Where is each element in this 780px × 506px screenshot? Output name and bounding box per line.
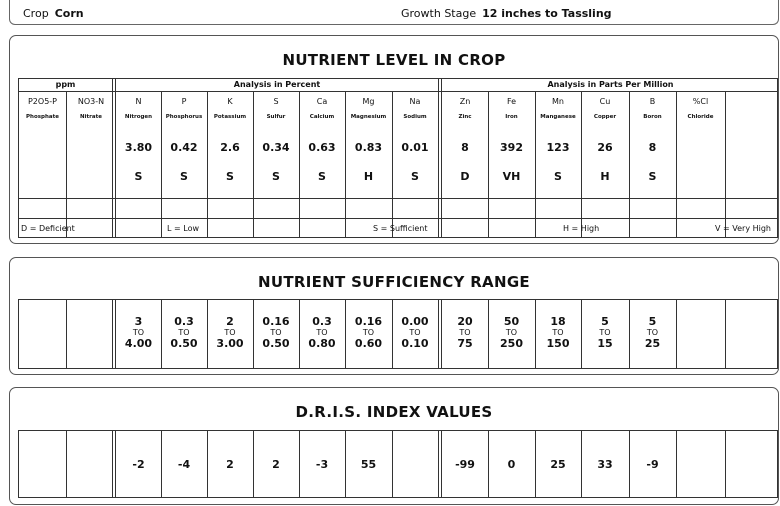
dris-index-value: 25 bbox=[550, 458, 566, 471]
nutrient-rating: S bbox=[272, 170, 280, 183]
nutrient-name: Boron bbox=[643, 114, 662, 120]
sufficiency-range bbox=[207, 316, 253, 350]
nutrient-level-panel bbox=[9, 35, 779, 244]
nutrient-name: Chloride bbox=[687, 114, 714, 120]
dris-index-value: -9 bbox=[646, 458, 659, 471]
range-low: 3 bbox=[134, 315, 143, 328]
range-high: 75 bbox=[457, 337, 473, 350]
nutrient-symbol: P2O5-P bbox=[27, 97, 57, 106]
nutrient-value: 0.01 bbox=[401, 141, 429, 154]
dris-index-value: -2 bbox=[132, 458, 145, 471]
sufficiency-range bbox=[253, 316, 299, 350]
nutrient-value: 123 bbox=[546, 141, 570, 154]
range-to-label: TO bbox=[505, 328, 518, 337]
legend-item: L = Low bbox=[167, 224, 199, 233]
dris-panel bbox=[9, 387, 779, 505]
nutrient-symbol: NO3-N bbox=[77, 97, 105, 106]
nutrient-rating: S bbox=[134, 170, 143, 183]
nutrient-symbol: %Cl bbox=[692, 97, 709, 106]
column-divider bbox=[676, 91, 677, 237]
range-to-label: TO bbox=[646, 328, 659, 337]
crop-info-bar bbox=[9, 0, 779, 25]
nutrient-name: Magnesium bbox=[350, 114, 387, 120]
nutrient-name: Phosphate bbox=[26, 114, 59, 120]
column-divider bbox=[66, 91, 67, 237]
sufficiency-range-table bbox=[18, 299, 778, 369]
range-high: 0.60 bbox=[354, 337, 383, 350]
range-low: 18 bbox=[550, 315, 566, 328]
crop-field bbox=[23, 7, 84, 20]
sufficiency-range-title: NUTRIENT SUFFICIENCY RANGE bbox=[258, 273, 530, 291]
column-divider bbox=[676, 300, 677, 368]
nutrient-symbol: B bbox=[649, 97, 656, 106]
range-low: 0.00 bbox=[401, 315, 429, 328]
legend-item: V = Very High bbox=[715, 224, 771, 233]
growth-stage-label: Growth Stage bbox=[401, 7, 477, 20]
nutrient-level-title: NUTRIENT LEVEL IN CROP bbox=[282, 51, 506, 69]
nutrient-value: 0.63 bbox=[308, 141, 336, 154]
range-high: 0.50 bbox=[170, 337, 198, 350]
column-divider bbox=[488, 91, 489, 237]
sufficiency-range bbox=[116, 316, 161, 350]
range-to-label: TO bbox=[224, 328, 236, 337]
range-to-label: TO bbox=[362, 328, 375, 337]
column-divider bbox=[299, 91, 300, 237]
sufficiency-range bbox=[488, 316, 535, 350]
range-low: 5 bbox=[601, 315, 609, 328]
dris-index-value: 33 bbox=[597, 458, 613, 471]
dris-index-value: -99 bbox=[455, 458, 475, 471]
sufficiency-range bbox=[299, 316, 345, 350]
nutrient-name: Iron bbox=[505, 114, 518, 120]
dris-table bbox=[18, 430, 778, 498]
dris-index-value: -3 bbox=[315, 458, 329, 471]
range-high: 0.10 bbox=[401, 337, 429, 350]
range-to-label: TO bbox=[459, 328, 471, 337]
group-percent-label: Analysis in Percent bbox=[233, 80, 321, 89]
nutrient-name: Copper bbox=[593, 114, 617, 120]
nutrient-rating: VH bbox=[502, 170, 521, 183]
nutrient-value: 392 bbox=[500, 141, 523, 154]
nutrient-symbol: P bbox=[181, 97, 187, 106]
column-divider bbox=[392, 91, 393, 237]
nutrient-value: 0.42 bbox=[170, 141, 198, 154]
range-high: 15 bbox=[597, 337, 613, 350]
column-divider bbox=[253, 91, 254, 237]
sufficiency-range bbox=[392, 316, 438, 350]
column-divider bbox=[725, 431, 726, 497]
column-divider bbox=[207, 91, 208, 237]
nutrient-name: Potassium bbox=[213, 114, 247, 120]
nutrient-symbol: Zn bbox=[459, 97, 471, 106]
dris-index-value: 2 bbox=[272, 458, 280, 471]
group-million-label: Analysis in Parts Per Million bbox=[547, 80, 674, 89]
crop-label: Crop bbox=[23, 7, 49, 20]
range-to-label: TO bbox=[409, 328, 421, 337]
column-divider bbox=[535, 91, 536, 237]
column-divider bbox=[66, 300, 67, 368]
column-divider bbox=[725, 91, 726, 237]
nutrient-name: Calcium bbox=[309, 114, 335, 120]
nutrient-symbol: Na bbox=[409, 97, 421, 106]
nutrient-rating: S bbox=[226, 170, 234, 183]
nutrient-value: 26 bbox=[597, 141, 613, 154]
range-low: 50 bbox=[503, 315, 520, 328]
nutrient-name: Sodium bbox=[403, 114, 427, 120]
range-high: 4.00 bbox=[124, 337, 153, 350]
sufficiency-range bbox=[535, 316, 581, 350]
row-divider bbox=[19, 218, 777, 219]
dris-title: D.R.I.S. INDEX VALUES bbox=[295, 403, 493, 421]
growth-stage-field bbox=[401, 7, 612, 20]
nutrient-name: Nitrate bbox=[80, 114, 102, 120]
range-low: 0.16 bbox=[262, 315, 290, 328]
nutrient-name: Manganese bbox=[540, 114, 576, 120]
nutrient-value: 0.83 bbox=[354, 141, 383, 154]
column-divider bbox=[676, 431, 677, 497]
range-low: 0.3 bbox=[312, 315, 332, 328]
nutrient-level-table bbox=[18, 78, 778, 238]
sufficiency-range bbox=[161, 316, 207, 350]
range-high: 0.80 bbox=[308, 337, 336, 350]
nutrient-rating: S bbox=[648, 170, 657, 183]
growth-stage-value: 12 inches to Tassling bbox=[482, 7, 612, 20]
dris-index-value: 2 bbox=[226, 458, 234, 471]
nutrient-name: Zinc bbox=[458, 114, 472, 120]
column-divider bbox=[66, 431, 67, 497]
column-divider bbox=[345, 91, 346, 237]
nutrient-rating: S bbox=[554, 170, 562, 183]
nutrient-value: 2.6 bbox=[220, 141, 240, 154]
nutrient-name: Phosphorus bbox=[165, 114, 203, 120]
range-low: 2 bbox=[226, 315, 234, 328]
range-to-label: TO bbox=[178, 328, 190, 337]
sufficiency-range bbox=[581, 316, 629, 350]
column-divider bbox=[161, 91, 162, 237]
range-high: 150 bbox=[546, 337, 570, 350]
nutrient-symbol: K bbox=[227, 97, 233, 106]
nutrient-symbol: Mg bbox=[362, 97, 375, 106]
nutrient-symbol: N bbox=[135, 97, 142, 106]
nutrient-symbol: Cu bbox=[599, 97, 611, 106]
range-to-label: TO bbox=[599, 328, 611, 337]
dris-index-value: 0 bbox=[507, 458, 516, 471]
nutrient-name: Nitrogen bbox=[124, 114, 153, 120]
column-divider bbox=[581, 91, 582, 237]
row-divider bbox=[19, 198, 777, 199]
column-divider bbox=[392, 431, 393, 497]
sufficiency-range bbox=[629, 316, 676, 350]
nutrient-name: Sulfur bbox=[266, 114, 286, 120]
legend-item: S = Sufficient bbox=[373, 224, 428, 233]
range-high: 0.50 bbox=[262, 337, 290, 350]
column-divider bbox=[725, 300, 726, 368]
range-to-label: TO bbox=[552, 328, 564, 337]
legend-item: D = Deficient bbox=[21, 224, 75, 233]
dris-index-value: -4 bbox=[177, 458, 191, 471]
column-divider bbox=[629, 91, 630, 237]
range-high: 25 bbox=[644, 337, 661, 350]
nutrient-rating: S bbox=[318, 170, 326, 183]
sufficiency-range bbox=[442, 316, 488, 350]
nutrient-symbol: Ca bbox=[316, 97, 328, 106]
nutrient-symbol: S bbox=[273, 97, 279, 106]
nutrient-value: 8 bbox=[648, 141, 657, 154]
crop-value: Corn bbox=[54, 7, 84, 20]
nutrient-value: 8 bbox=[461, 141, 469, 154]
range-to-label: TO bbox=[316, 328, 328, 337]
nutrient-symbol: Fe bbox=[506, 97, 517, 106]
row-divider bbox=[19, 91, 777, 92]
group-ppm-label: ppm bbox=[55, 80, 76, 89]
range-low: 5 bbox=[648, 315, 657, 328]
nutrient-rating: S bbox=[180, 170, 188, 183]
range-low: 20 bbox=[457, 315, 473, 328]
nutrient-rating: H bbox=[600, 170, 610, 183]
range-to-label: TO bbox=[132, 328, 145, 337]
range-high: 250 bbox=[500, 337, 523, 350]
nutrient-rating: D bbox=[460, 170, 470, 183]
nutrient-value: 3.80 bbox=[124, 141, 153, 154]
sufficiency-range-panel bbox=[9, 257, 779, 375]
range-high: 3.00 bbox=[216, 337, 244, 350]
legend-item: H = High bbox=[563, 224, 600, 233]
nutrient-value: 0.34 bbox=[262, 141, 290, 154]
range-to-label: TO bbox=[270, 328, 282, 337]
range-low: 0.16 bbox=[354, 315, 383, 328]
dris-index-value: 55 bbox=[360, 458, 377, 471]
nutrient-rating: S bbox=[411, 170, 419, 183]
nutrient-symbol: Mn bbox=[552, 97, 564, 106]
nutrient-rating: H bbox=[363, 170, 374, 183]
sufficiency-range bbox=[345, 316, 392, 350]
range-low: 0.3 bbox=[174, 315, 194, 328]
